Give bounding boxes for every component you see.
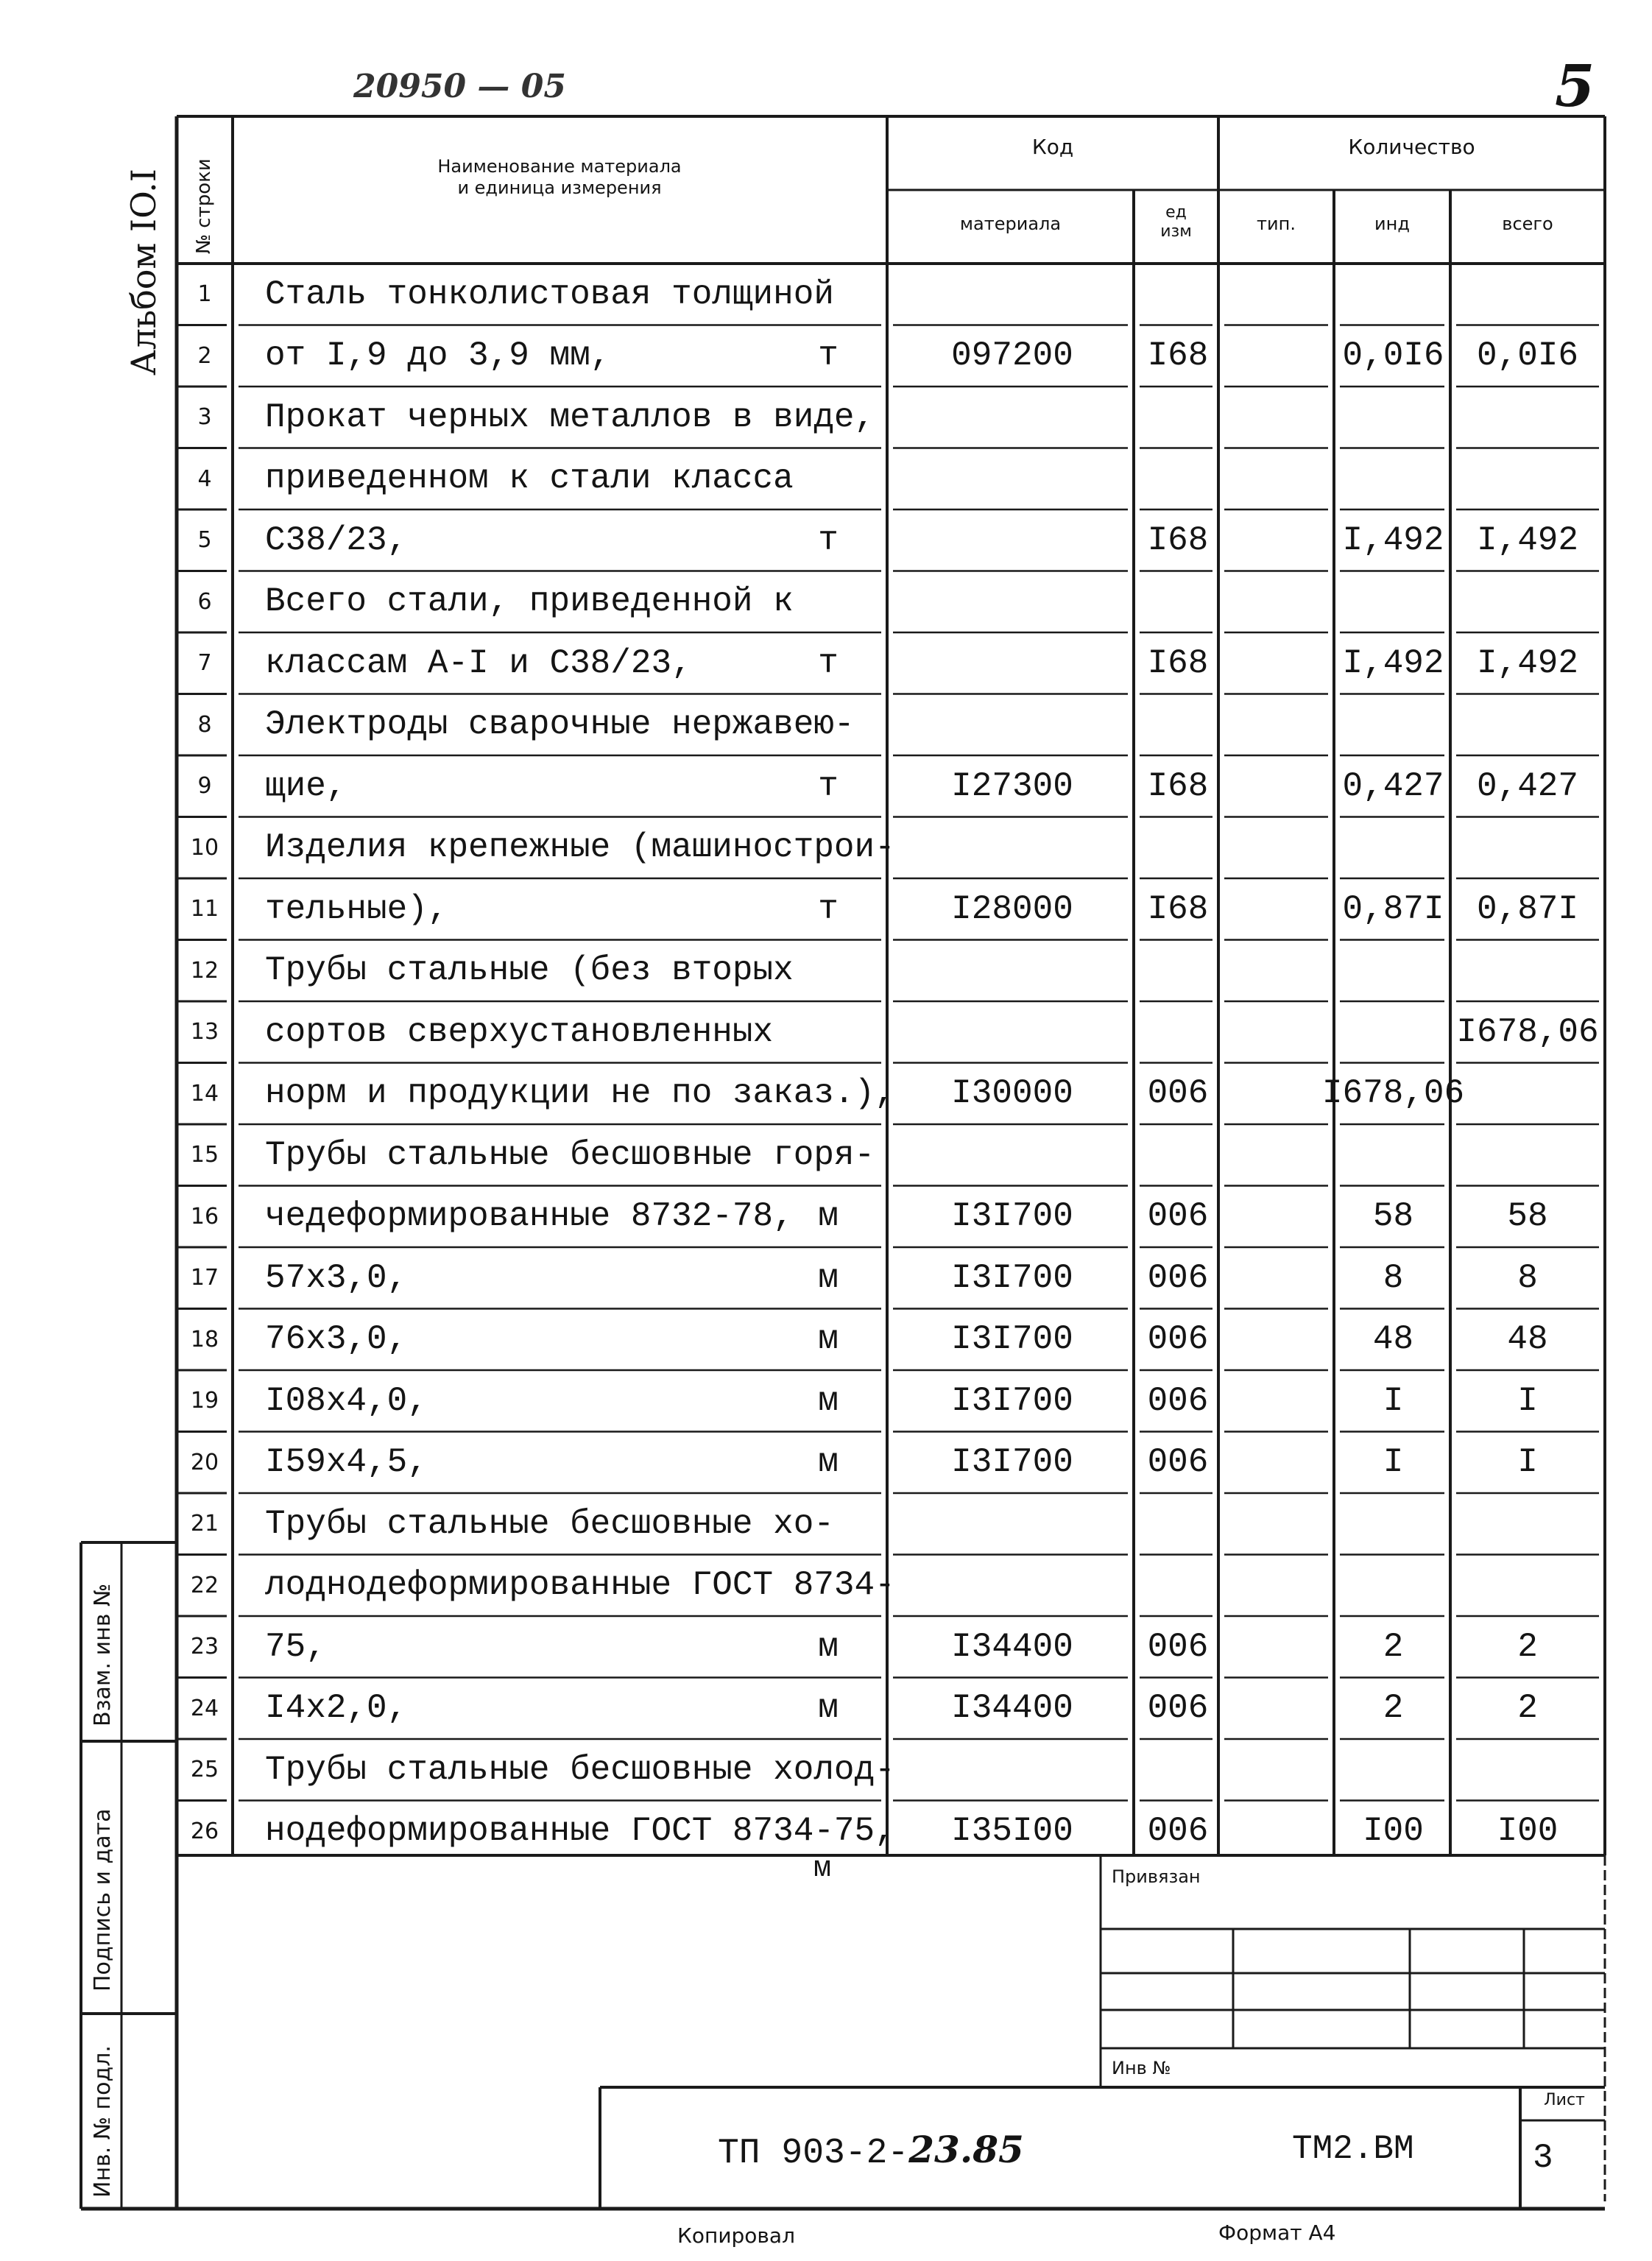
row-qty-ind — [1336, 1124, 1450, 1186]
row-unit: м — [818, 1258, 839, 1297]
row-qty-total — [1450, 448, 1605, 510]
row-name: I08х4,0, — [265, 1381, 428, 1420]
row-unit: т — [818, 336, 839, 375]
row-unit-code — [1137, 1739, 1218, 1801]
row-code — [891, 571, 1134, 633]
row-qty-ind — [1336, 1739, 1450, 1801]
row-code — [891, 632, 1134, 694]
row-code: I3I700 — [951, 1320, 1073, 1359]
row-qty-ind: 48 — [1372, 1320, 1414, 1359]
row-unit-code — [1137, 387, 1218, 448]
row-qty-total: I — [1517, 1381, 1538, 1420]
row-qty-total — [1450, 817, 1605, 879]
row-unit: м — [818, 1689, 839, 1728]
row-qty-ind — [1336, 448, 1450, 510]
project-suffix: 23.85 — [908, 2128, 1024, 2171]
row-unit-code: 006 — [1147, 1074, 1209, 1113]
row-qty-ind: 0,0I6 — [1342, 336, 1444, 375]
row-qty-total: I,492 — [1476, 521, 1579, 560]
row-qty-total: 2 — [1517, 1689, 1538, 1728]
row-number: 20 — [190, 1449, 219, 1475]
col-header-typ: тип. — [1257, 214, 1296, 234]
row-number: 19 — [190, 1388, 219, 1414]
row-qty-total: 0,0I6 — [1476, 336, 1579, 375]
row-qty-total: 2 — [1517, 1627, 1538, 1666]
row-unit-code: 006 — [1147, 1258, 1209, 1297]
row-number: 12 — [190, 957, 219, 984]
row-qty-total: 58 — [1507, 1197, 1548, 1236]
row-qty-ind — [1336, 940, 1450, 1002]
row-qty-ind: 2 — [1383, 1627, 1404, 1666]
row-number: 11 — [190, 896, 219, 923]
row-qty-ind — [1336, 1001, 1450, 1063]
row-unit-code — [1137, 1493, 1218, 1555]
col-header-row-no: № строки — [193, 158, 215, 254]
row-qty-total — [1450, 694, 1605, 756]
row-qty-ind: 8 — [1383, 1258, 1404, 1297]
row-qty-ind: 0,87I — [1342, 889, 1444, 928]
row-name: норм и продукции не по заказ.), — [265, 1074, 895, 1113]
row-unit: т — [818, 643, 839, 682]
row-unit-code: I68 — [1147, 521, 1209, 560]
row-name: Сталь тонколистовая толщиной — [265, 275, 834, 314]
row-qty-ind — [1336, 387, 1450, 448]
row-name: Трубы стальные бесшовные горя- — [265, 1135, 875, 1174]
row-code — [891, 1124, 1134, 1186]
row-number: 9 — [197, 773, 212, 800]
sheet-number: 3 — [1533, 2139, 1553, 2177]
row-unit: т — [818, 766, 839, 805]
row-unit — [810, 264, 847, 325]
row-qty-total: 0,87I — [1476, 889, 1579, 928]
album-label: Альбом IO.I — [124, 169, 163, 375]
row-unit: м — [818, 1320, 839, 1359]
row-name: чедеформированные 8732-78, — [265, 1197, 794, 1236]
row-unit — [810, 1555, 847, 1617]
row-number: 7 — [197, 650, 212, 677]
row-code — [891, 387, 1134, 448]
row-qty-total: I,492 — [1476, 643, 1579, 682]
row-name: тельные), — [265, 889, 448, 928]
row-code: I34400 — [951, 1689, 1073, 1728]
row-number: 22 — [190, 1572, 219, 1598]
footer-copied: Копировал — [677, 2223, 795, 2248]
row-qty-total — [1450, 1493, 1605, 1555]
row-unit-code: 006 — [1147, 1812, 1209, 1851]
row-qty-ind — [1336, 1493, 1450, 1555]
row-unit — [810, 571, 847, 633]
row-qty-total — [1450, 1124, 1605, 1186]
project-prefix: ТП 903-2- — [718, 2134, 909, 2173]
row-unit — [810, 1063, 847, 1125]
row-unit — [810, 1124, 847, 1186]
row-qty-total — [1450, 387, 1605, 448]
row-qty-ind — [1336, 264, 1450, 325]
row-name: Электроды сварочные нержавею- — [265, 705, 855, 744]
row-qty-total: 48 — [1507, 1320, 1548, 1359]
row-unit: м — [818, 1443, 839, 1482]
row-unit-code — [1137, 940, 1218, 1002]
row-code — [891, 1493, 1134, 1555]
row-code — [891, 940, 1134, 1002]
row-name: Трубы стальные бесшовные хо- — [265, 1504, 834, 1543]
row-qty-total: 0,427 — [1476, 766, 1579, 805]
row-unit-code — [1137, 1555, 1218, 1617]
page-mark: 5 — [1555, 53, 1595, 120]
row-code — [891, 509, 1134, 571]
row-unit-code: 006 — [1147, 1627, 1209, 1666]
row-code: I35I00 — [951, 1812, 1073, 1851]
side-label-vzam: Взам. инв № — [90, 1583, 116, 1726]
row-code — [891, 694, 1134, 756]
row-qty-total — [1450, 1063, 1605, 1125]
row-unit-code: I68 — [1147, 889, 1209, 928]
col-header-quantity: Количество — [1348, 135, 1475, 159]
side-label-podpis: Подпись и дата — [90, 1808, 116, 1992]
row-code — [891, 1739, 1134, 1801]
row-unit-code — [1137, 1124, 1218, 1186]
row-unit-code: 006 — [1147, 1197, 1209, 1236]
row-qty-ind: I — [1383, 1381, 1404, 1420]
row-unit-code — [1137, 694, 1218, 756]
row-code: I28000 — [951, 889, 1073, 928]
row-qty-ind: 58 — [1372, 1197, 1414, 1236]
row-number: 8 — [197, 711, 212, 738]
row-unit-code: I68 — [1147, 643, 1209, 682]
col-header-unit: ед изм — [1160, 203, 1192, 241]
row-number: 17 — [190, 1265, 219, 1291]
row-code: I30000 — [951, 1074, 1073, 1113]
row-unit-code: 006 — [1147, 1689, 1209, 1728]
row-number: 16 — [190, 1203, 219, 1230]
row-name: сортов сверхустановленных — [265, 1012, 774, 1051]
row-unit-code — [1137, 571, 1218, 633]
row-number: 10 — [190, 834, 219, 861]
sheet-label: Лист — [1544, 2091, 1585, 2109]
row-unit: м — [818, 1197, 839, 1236]
row-unit: м — [818, 1627, 839, 1666]
row-code — [891, 448, 1134, 510]
row-qty-ind: 0,427 — [1342, 766, 1444, 805]
row-unit — [810, 694, 847, 756]
row-number: 26 — [190, 1818, 219, 1844]
row-code: I34400 — [951, 1627, 1073, 1666]
row-qty-total: 8 — [1517, 1258, 1538, 1297]
row-qty-total — [1450, 1555, 1605, 1617]
row-unit — [810, 1493, 847, 1555]
row-qty-ind — [1336, 571, 1450, 633]
row-number: 5 — [197, 527, 212, 554]
row-qty-ind: I,492 — [1342, 521, 1444, 560]
row-unit-code — [1137, 817, 1218, 879]
row-number: 23 — [190, 1634, 219, 1660]
row-name: 76х3,0, — [265, 1320, 408, 1359]
row-name: Прокат черных металлов в виде, — [265, 398, 875, 437]
row-unit: т — [818, 889, 839, 928]
row-number: 25 — [190, 1757, 219, 1783]
row-code — [891, 1555, 1134, 1617]
col-header-ind: инд — [1374, 214, 1410, 234]
row-code: I3I700 — [951, 1381, 1073, 1420]
col-header-total: всего — [1502, 214, 1553, 234]
row-qty-total: I — [1517, 1443, 1538, 1482]
row-unit — [810, 448, 847, 510]
row-code: I27300 — [951, 766, 1073, 805]
row-qty-ind: I678,06 — [1321, 1074, 1465, 1113]
row-number: 3 — [197, 404, 212, 431]
footer-format: Формат А4 — [1218, 2221, 1336, 2245]
row-qty-ind — [1336, 1555, 1450, 1617]
doc-number: 20950 — 05 — [353, 68, 566, 105]
privyazan-label: Привязан — [1112, 1866, 1201, 1887]
col-header-material: материала — [959, 214, 1062, 234]
row-qty-ind: I00 — [1363, 1812, 1424, 1851]
row-code — [891, 817, 1134, 879]
row-qty-ind — [1336, 817, 1450, 879]
row-number: 4 — [197, 465, 212, 492]
side-label-inv-podl: Инв. № подл. — [90, 2045, 116, 2198]
row-number: 21 — [190, 1511, 219, 1537]
row-name: лоднодеформированные ГОСТ 8734- — [265, 1566, 895, 1605]
row-unit-code — [1137, 1001, 1218, 1063]
row-name: от I,9 до 3,9 мм, — [265, 336, 611, 375]
inv-no-label: Инв № — [1112, 2058, 1171, 2078]
row-number: 1 — [197, 281, 212, 308]
row-unit-code: 006 — [1147, 1381, 1209, 1420]
row-unit-code — [1137, 448, 1218, 510]
row-qty-total: I00 — [1497, 1812, 1559, 1851]
row-name: 57х3,0, — [265, 1258, 408, 1297]
row-name: щие, — [265, 766, 347, 805]
row-name: нодеформированные ГОСТ 8734-75, — [265, 1812, 895, 1851]
row-name: I59х4,5, — [265, 1443, 428, 1482]
row-name: приведенном к стали класса — [265, 459, 794, 498]
row-code: I3I700 — [951, 1443, 1073, 1482]
row-number: 6 — [197, 588, 212, 615]
row-unit-code: 006 — [1147, 1443, 1209, 1482]
row-unit — [810, 1001, 847, 1063]
row-code — [891, 1001, 1134, 1063]
row-number: 24 — [190, 1695, 219, 1721]
row-number: 14 — [190, 1080, 219, 1107]
row-unit — [810, 940, 847, 1002]
row-unit-code — [1137, 264, 1218, 325]
row-code: I3I700 — [951, 1197, 1073, 1236]
row-unit: м — [818, 1381, 839, 1420]
col-header-code: Код — [1031, 135, 1074, 159]
row-qty-ind — [1336, 694, 1450, 756]
row26-unit: м — [813, 1852, 832, 1886]
row-number: 15 — [190, 1142, 219, 1168]
row-code: I3I700 — [951, 1258, 1073, 1297]
row-code: 097200 — [951, 336, 1073, 375]
row-number: 13 — [190, 1019, 219, 1045]
row-qty-total — [1450, 264, 1605, 325]
doc-code: ТМ2.ВМ — [1292, 2130, 1414, 2168]
row-unit-code: 006 — [1147, 1320, 1209, 1359]
row-number: 2 — [197, 342, 212, 369]
row-qty-total — [1450, 1739, 1605, 1801]
project-number — [718, 2128, 1024, 2173]
col-header-name: Наименование материала и единица измерения — [437, 156, 682, 198]
row-unit-code: I68 — [1147, 336, 1209, 375]
row-name: классам А-I и С38/23, — [265, 643, 692, 682]
row-unit — [810, 387, 847, 448]
row-unit-code: I68 — [1147, 766, 1209, 805]
row-code — [891, 264, 1134, 325]
row-qty-ind: 2 — [1383, 1689, 1404, 1728]
row-name: С38/23, — [265, 521, 408, 560]
row-qty-total — [1450, 940, 1605, 1002]
row-name: 75, — [265, 1627, 326, 1666]
row-qty-ind: I,492 — [1342, 643, 1444, 682]
row-name: Всего стали, приведенной к — [265, 582, 794, 621]
row-unit — [810, 817, 847, 879]
row-number: 18 — [190, 1326, 219, 1352]
row-name: Изделия крепежные (машинострои- — [265, 828, 895, 867]
row-name: Трубы стальные (без вторых — [265, 951, 794, 990]
row-unit: т — [818, 521, 839, 560]
row-name: I4х2,0, — [265, 1689, 408, 1728]
row-qty-ind: I — [1383, 1443, 1404, 1482]
row-name: Трубы стальные бесшовные холод- — [265, 1750, 895, 1789]
row-unit — [810, 1739, 847, 1801]
row-qty-total — [1450, 571, 1605, 633]
row-qty-total: I678,06 — [1456, 1012, 1599, 1051]
